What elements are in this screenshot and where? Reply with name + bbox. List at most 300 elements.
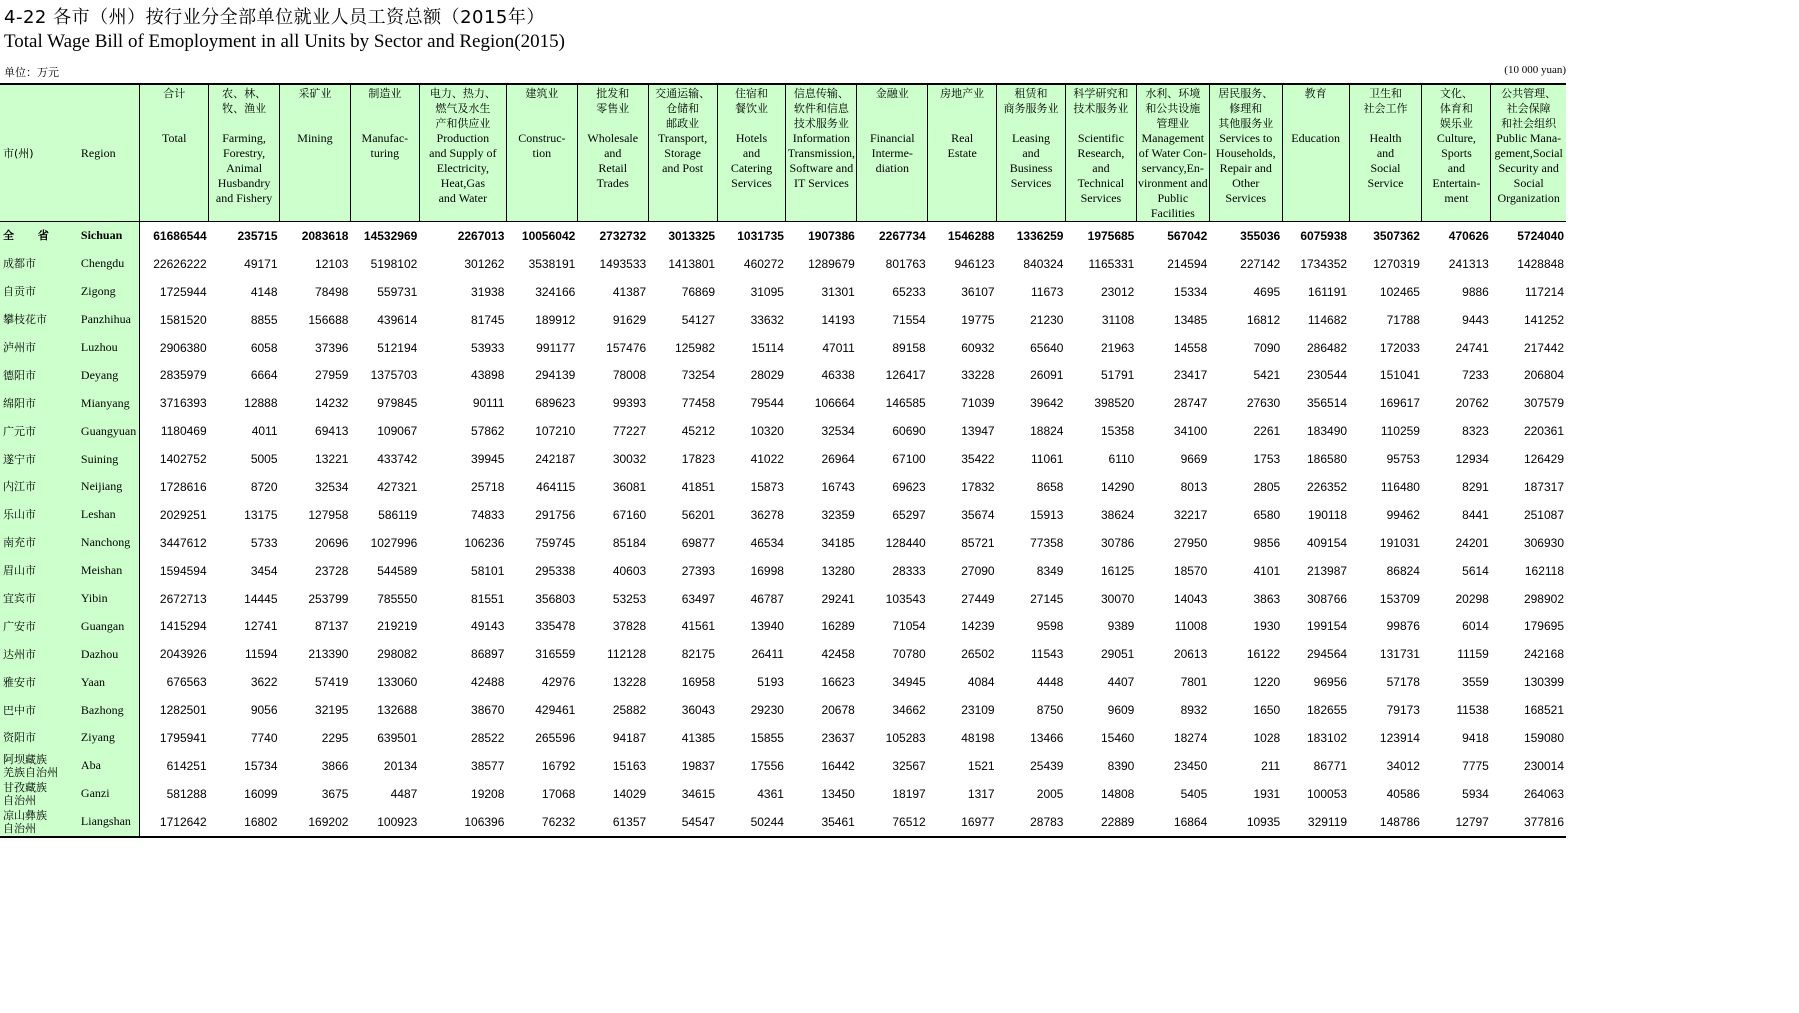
table-cell: 189912	[535, 312, 576, 327]
table-cell: 242168	[1523, 647, 1564, 662]
table-cell: 1282501	[159, 703, 207, 718]
table-cell: 20613	[1173, 647, 1208, 662]
region-name-en: Liangshan	[73, 808, 140, 837]
table-cell: 41387	[612, 284, 647, 299]
table-cell: 1180469	[160, 424, 207, 439]
table-cell: 102465	[1379, 284, 1420, 299]
region-name-cn: 德阳市	[0, 361, 73, 389]
table-cell: 18274	[1173, 730, 1208, 745]
table-cell: 49171	[244, 256, 278, 271]
table-cell: 306930	[1523, 535, 1564, 550]
table-cell: 29241	[821, 591, 855, 606]
table-cell: 335478	[535, 619, 576, 634]
table-cell: 31095	[750, 284, 784, 299]
table-cell: 324166	[535, 284, 576, 299]
table-row	[0, 640, 1566, 668]
table-cell: 8323	[1462, 424, 1489, 439]
table-cell: 127958	[308, 507, 349, 522]
table-cell: 24741	[1455, 340, 1489, 355]
table-cell: 213987	[1307, 563, 1348, 578]
column-header	[1422, 84, 1491, 222]
table-cell: 133060	[377, 675, 418, 690]
table-cell: 168521	[1523, 703, 1564, 718]
table-cell: 20298	[1455, 591, 1489, 606]
table-cell: 8658	[1036, 479, 1064, 494]
column-header-en: Services to Households, Repair and Other Services	[1215, 131, 1276, 205]
table-cell: 6580	[1253, 507, 1281, 522]
table-row	[0, 250, 1566, 278]
column-header	[577, 84, 648, 222]
table-cell: 42488	[471, 675, 505, 690]
table-cell: 1289679	[808, 256, 855, 271]
column-header	[648, 84, 717, 222]
region-name-en: Yibin	[73, 585, 140, 613]
table-cell: 4695	[1253, 284, 1281, 299]
table-cell: 567042	[1167, 228, 1208, 243]
table-cell: 187317	[1523, 479, 1564, 494]
table-cell: 13221	[315, 452, 349, 467]
table-cell: 7233	[1462, 368, 1489, 383]
table-cell: 7740	[250, 730, 278, 745]
table-cell: 25882	[612, 703, 647, 718]
table-cell: 8013	[1180, 479, 1208, 494]
table-cell: 34012	[1386, 758, 1420, 773]
table-cell: 28522	[471, 730, 505, 745]
table-cell: 67160	[612, 507, 647, 522]
table-cell: 3447612	[159, 535, 207, 550]
table-cell: 86771	[1313, 758, 1348, 773]
table-cell: 3538191	[528, 256, 576, 271]
table-cell: 1413801	[668, 256, 716, 271]
table-cell: 105283	[885, 730, 926, 745]
table-cell: 191031	[1379, 535, 1420, 550]
table-cell: 15358	[1100, 424, 1135, 439]
column-header	[1136, 84, 1209, 222]
table-title-en: Total Wage Bill of Emoployment in all Units by Sector and Region(2015)	[4, 31, 565, 52]
table-cell: 801763	[885, 256, 926, 271]
table-cell: 4011	[251, 424, 278, 439]
table-cell: 2906380	[159, 340, 207, 355]
table-cell: 3559	[1462, 675, 1489, 690]
region-name-cn: 内江市	[0, 473, 73, 501]
region-name-en: Bazhong	[73, 696, 140, 724]
table-row	[0, 612, 1566, 640]
table-row	[0, 417, 1566, 445]
table-cell: 1930	[1253, 619, 1281, 634]
table-cell: 398520	[1094, 396, 1135, 411]
column-header	[997, 84, 1066, 222]
table-cell: 8720	[250, 479, 278, 494]
region-name-en: Leshan	[73, 501, 140, 529]
region-name-en: Neijiang	[73, 473, 140, 501]
table-cell: 15163	[612, 758, 647, 773]
table-cell: 3675	[321, 786, 349, 801]
table-cell: 1493533	[599, 256, 647, 271]
table-cell: 46787	[750, 591, 784, 606]
table-cell: 1165331	[1088, 256, 1135, 271]
table-cell: 190118	[1307, 507, 1348, 522]
region-name-en: Meishan	[73, 557, 140, 585]
table-cell: 26502	[961, 647, 995, 662]
column-header	[280, 84, 351, 222]
table-cell: 69623	[892, 479, 926, 494]
table-cell: 34662	[892, 703, 926, 718]
table-cell: 11008	[1174, 619, 1208, 634]
table-cell: 1028	[1253, 730, 1281, 745]
table-cell: 36081	[612, 479, 647, 494]
table-cell: 157476	[606, 340, 647, 355]
table-cell: 2835979	[159, 368, 207, 383]
table-cell: 15855	[750, 730, 784, 745]
table-row	[0, 334, 1566, 362]
table-cell: 213390	[308, 647, 349, 662]
column-header-cn: 电力、热力、 燃气及水生 产和供应业	[429, 87, 496, 130]
table-cell: 377816	[1491, 808, 1566, 837]
table-cell: 639501	[377, 730, 418, 745]
table-cell: 106396	[419, 808, 506, 837]
table-cell: 17823	[681, 452, 716, 467]
table-cell: 169617	[1379, 396, 1420, 411]
table-cell: 13485	[1173, 312, 1208, 327]
table-cell: 329119	[1282, 808, 1349, 837]
table-cell: 90111	[472, 396, 505, 411]
table-cell: 1734352	[1300, 256, 1348, 271]
table-cell: 3013325	[668, 228, 716, 243]
column-header	[1282, 84, 1349, 222]
table-cell: 130399	[1523, 675, 1564, 690]
column-header	[350, 84, 419, 222]
table-cell: 8750	[1036, 703, 1064, 718]
table-cell: 991177	[536, 340, 576, 355]
column-header-en: Real Estate	[947, 131, 977, 160]
table-title-cn: 4-22 各市（州）按行业分全部单位就业人员工资总额（2015年）	[4, 7, 545, 28]
table-cell: 95753	[1386, 452, 1420, 467]
table-cell: 60690	[892, 424, 926, 439]
table-row	[0, 306, 1566, 334]
table-cell: 38670	[471, 703, 505, 718]
region-name-cn: 凉山彝族 自治州	[0, 808, 73, 837]
table-cell: 5421	[1253, 368, 1281, 383]
total-row	[0, 222, 1566, 250]
table-cell: 71039	[961, 396, 995, 411]
table-cell: 689623	[535, 396, 576, 411]
region-name-cn: 成都市	[0, 250, 73, 278]
table-cell: 27090	[961, 563, 995, 578]
table-cell: 946123	[954, 256, 995, 271]
table-cell: 91629	[612, 312, 647, 327]
table-cell: 294564	[1307, 647, 1348, 662]
table-cell: 2043926	[159, 647, 207, 662]
wage-table	[0, 83, 1566, 838]
table-row	[0, 724, 1566, 752]
table-cell: 1795941	[159, 730, 207, 745]
table-cell: 7801	[1180, 675, 1208, 690]
table-cell: 15460	[1100, 730, 1135, 745]
column-header	[506, 84, 577, 222]
table-cell: 71554	[892, 312, 926, 327]
table-cell: 13940	[750, 619, 784, 634]
table-cell: 20696	[315, 535, 349, 550]
table-cell: 76869	[681, 284, 716, 299]
table-cell: 429461	[535, 703, 576, 718]
table-cell: 16743	[821, 479, 855, 494]
table-cell: 14239	[961, 619, 995, 634]
table-cell: 1581520	[159, 312, 207, 327]
column-header-en: Public Mana- gement,Social Security and Social Organization	[1494, 131, 1563, 205]
table-cell: 614251	[166, 758, 207, 773]
region-name-cn: 自贡市	[0, 278, 73, 306]
table-cell: 230544	[1307, 368, 1348, 383]
table-cell: 53253	[612, 591, 647, 606]
table-row	[0, 668, 1566, 696]
region-name-cn: 巴中市	[0, 696, 73, 724]
table-cell: 23417	[1173, 368, 1208, 383]
column-header	[140, 84, 209, 222]
table-cell: 61357	[577, 808, 648, 837]
column-header-en: Hotels and Catering Services	[730, 131, 773, 190]
table-cell: 3866	[321, 758, 349, 773]
table-cell: 12888	[244, 396, 278, 411]
table-cell: 17068	[541, 786, 576, 801]
table-cell: 3863	[1253, 591, 1281, 606]
table-cell: 85184	[612, 535, 647, 550]
column-header-en: Information Transmission, Software and IT Services	[787, 131, 855, 190]
table-cell: 6110	[1108, 452, 1135, 467]
table-cell: 356803	[535, 591, 576, 606]
table-cell: 301262	[464, 256, 505, 271]
table-cell: 117214	[1524, 284, 1564, 299]
table-cell: 77227	[612, 424, 647, 439]
table-cell: 1031735	[737, 228, 784, 243]
table-cell: 39642	[1030, 396, 1064, 411]
table-cell: 18197	[892, 786, 926, 801]
table-cell: 14029	[612, 786, 647, 801]
table-cell: 30032	[612, 452, 647, 467]
table-cell: 89158	[892, 340, 926, 355]
table-cell: 10056042	[521, 228, 576, 243]
table-cell: 57419	[315, 675, 349, 690]
table-cell: 109067	[377, 424, 418, 439]
table-cell: 57178	[1386, 675, 1420, 690]
table-cell: 1336259	[1016, 228, 1064, 243]
table-cell: 37828	[612, 619, 647, 634]
table-row	[0, 696, 1566, 724]
table-cell: 32567	[892, 758, 926, 773]
table-cell: 4148	[250, 284, 278, 299]
table-cell: 162118	[1524, 563, 1564, 578]
table-cell: 840324	[1023, 256, 1064, 271]
region-name-cn: 雅安市	[0, 668, 73, 696]
table-cell: 242187	[535, 452, 576, 467]
table-cell: 15114	[751, 340, 784, 355]
unit-label-en: (10 000 yuan)	[1504, 64, 1566, 76]
table-cell: 67100	[892, 452, 926, 467]
table-cell: 29230	[750, 703, 784, 718]
table-cell: 77458	[681, 396, 716, 411]
table-cell: 5733	[250, 535, 278, 550]
table-cell: 214594	[1167, 256, 1208, 271]
column-header	[1065, 84, 1136, 222]
table-cell: 15873	[750, 479, 784, 494]
table-cell: 676563	[166, 675, 207, 690]
table-cell: 10935	[1209, 808, 1282, 837]
table-cell: 1975685	[1087, 228, 1135, 243]
table-cell: 99876	[1386, 619, 1420, 634]
table-cell: 40586	[1386, 786, 1420, 801]
column-header-cn: 住宿和 餐饮业	[735, 87, 768, 115]
region-name-cn: 甘孜藏族 自治州	[0, 780, 73, 808]
table-cell: 9418	[1462, 730, 1489, 745]
table-cell: 409154	[1307, 535, 1348, 550]
table-cell: 13947	[961, 424, 995, 439]
table-cell: 1402752	[159, 452, 207, 467]
table-cell: 172033	[1379, 340, 1420, 355]
table-cell: 2083618	[301, 228, 349, 243]
table-cell: 460272	[743, 256, 784, 271]
table-cell: 85721	[961, 535, 995, 550]
table-cell: 30070	[1100, 591, 1135, 606]
table-cell: 586119	[378, 507, 418, 522]
region-name-cn: 遂宁市	[0, 445, 73, 473]
table-cell: 1428848	[1517, 256, 1564, 271]
table-cell: 294139	[535, 368, 576, 383]
table-cell: 22889	[1065, 808, 1136, 837]
table-cell: 32534	[315, 479, 349, 494]
table-cell: 1728616	[159, 479, 207, 494]
table-cell: 51791	[1100, 368, 1135, 383]
table-cell: 1546288	[947, 228, 995, 243]
table-cell: 9886	[1462, 284, 1489, 299]
table-cell: 50244	[717, 808, 786, 837]
table-cell: 126429	[1523, 452, 1564, 467]
table-cell: 9856	[1253, 535, 1281, 550]
region-name-en: Guangyuan	[73, 417, 140, 445]
table-cell: 71788	[1386, 312, 1420, 327]
column-header-cn: 金融业	[875, 87, 909, 100]
table-cell: 13228	[612, 675, 647, 690]
table-cell: 1415294	[159, 619, 207, 634]
table-cell: 48198	[961, 730, 995, 745]
table-cell: 1725944	[159, 284, 207, 299]
table-cell: 211	[1261, 758, 1281, 773]
table-cell: 264063	[1523, 786, 1564, 801]
table-cell: 32359	[821, 507, 855, 522]
region-name-en: Luzhou	[73, 334, 140, 362]
table-cell: 227142	[1240, 256, 1281, 271]
table-cell: 56201	[681, 507, 716, 522]
table-row	[0, 585, 1566, 613]
table-cell: 9443	[1462, 312, 1489, 327]
table-cell: 32195	[315, 703, 349, 718]
table-cell: 3622	[250, 675, 278, 690]
column-header-cn: 制造业	[368, 87, 402, 100]
table-cell: 4448	[1036, 675, 1064, 690]
column-header-cn: 房地产业	[940, 87, 985, 100]
table-cell: 20762	[1455, 396, 1489, 411]
column-header	[209, 84, 280, 222]
table-cell: 79544	[750, 396, 784, 411]
table-cell: 36043	[681, 703, 716, 718]
column-header	[717, 84, 786, 222]
table-cell: 10320	[750, 424, 784, 439]
table-cell: 161191	[1307, 284, 1348, 299]
table-cell: 470626	[1448, 228, 1489, 243]
table-cell: 11159	[1457, 647, 1489, 662]
table-cell: 106236	[464, 535, 505, 550]
table-row	[0, 278, 1566, 306]
table-cell: 159080	[1523, 730, 1564, 745]
table-cell: 18824	[1030, 424, 1064, 439]
region-name-cn: 广安市	[0, 612, 73, 640]
region-name-en: Ganzi	[73, 780, 140, 808]
table-cell: 53933	[471, 340, 505, 355]
region-name-cn: 阿坝藏族 羌族自治州	[0, 752, 73, 780]
table-row	[0, 529, 1566, 557]
table-cell: 7090	[1253, 340, 1281, 355]
table-cell: 49143	[471, 619, 505, 634]
region-name-cn: 泸州市	[0, 334, 73, 362]
table-cell: 100923	[350, 808, 419, 837]
region-name-en: Mianyang	[73, 389, 140, 417]
region-name-en: Chengdu	[73, 250, 140, 278]
table-cell: 81551	[471, 591, 505, 606]
table-row	[0, 445, 1566, 473]
table-cell: 464115	[536, 479, 576, 494]
table-cell: 6664	[250, 368, 278, 383]
table-cell: 21963	[1100, 340, 1135, 355]
table-cell: 979845	[377, 396, 418, 411]
table-cell: 54127	[681, 312, 716, 327]
table-cell: 512194	[377, 340, 418, 355]
table-cell: 9389	[1107, 619, 1135, 634]
table-header	[0, 84, 1566, 222]
table-cell: 20678	[821, 703, 855, 718]
table-cell: 544589	[377, 563, 418, 578]
column-header-cn: 教育	[1304, 87, 1327, 100]
table-cell: 355036	[1240, 228, 1281, 243]
table-cell: 26091	[1030, 368, 1064, 383]
column-header-en: Farming, Forestry, Animal Husbandry and Fishery	[215, 131, 273, 205]
table-cell: 8932	[1180, 703, 1208, 718]
table-cell: 132688	[377, 703, 418, 718]
table-cell: 316559	[535, 647, 576, 662]
table-cell: 1650	[1253, 703, 1281, 718]
table-cell: 23637	[821, 730, 855, 745]
table-body	[0, 222, 1566, 837]
table-cell: 2805	[1253, 479, 1281, 494]
column-header-cn: 交通运输、 仓储和 邮政业	[655, 87, 711, 130]
table-cell: 65297	[892, 507, 926, 522]
table-cell: 37396	[315, 340, 349, 355]
table-cell: 25439	[1030, 758, 1064, 773]
region-name-cn: 眉山市	[0, 557, 73, 585]
table-cell: 36107	[961, 284, 995, 299]
table-cell: 33228	[961, 368, 995, 383]
table-cell: 199154	[1307, 619, 1348, 634]
table-cell: 226352	[1307, 479, 1348, 494]
table-cell: 46338	[821, 368, 855, 383]
region-name-en: Aba	[73, 752, 140, 780]
table-cell: 107210	[535, 424, 576, 439]
column-header-cn: 科学研究和 技术服务业	[1073, 87, 1129, 115]
table-cell: 42458	[821, 647, 855, 662]
column-header-en: Scientific Research, and Technical Services	[1077, 131, 1125, 205]
column-header-cn: 建筑业	[525, 87, 559, 100]
table-cell: 34945	[892, 675, 926, 690]
region-name-en: Ziyang	[73, 724, 140, 752]
table-cell: 14043	[1173, 591, 1208, 606]
table-cell: 128440	[885, 535, 926, 550]
